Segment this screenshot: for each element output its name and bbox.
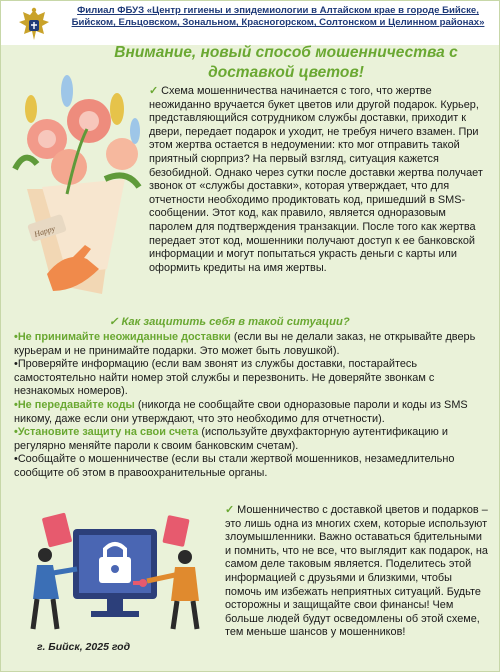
header: [1, 1, 499, 45]
conclusion-text: Мошенничество с доставкой цветов и подарков – это лишь одна из многих схем, которые используют злоумышленники. Важно оставаться бдительными и помнить, что не все, что выглядит как подарок, на самом деле таковым является. Поделитесь этой информацией с друзьями и близкими, чтобы помочь им избежать неприятных ситуаций. Будьте осторожны и защищайте свои финансы! Чем больше людей будут осведомлены об этой схеме, тем меньше шансов у мошенников!: [225, 504, 488, 639]
tip-text: •Сообщайте о мошенничестве (если вы стали жертвой мошенников, незамедлительно сообщите об этом в правоохранительные органы.: [14, 453, 455, 479]
bouquet-tag-label: Happy: [33, 223, 57, 239]
organization-name: [63, 5, 493, 30]
org-line-2: Бийском, Ельцовском, Зональном, Красногорском, Солтонском и Целинном районах»: [71, 17, 485, 29]
intro-text: Схема мошенничества начинается с того, что жертве неожиданно вручается букет цветов или другой подарок. Курьер, представляющийся сотрудником службы доставки, приходит к двери, передает подарок и уходит, не требуя ничего взамен. При этом жертва остается в недоумении: кто мог отправить такой приятный сюрприз? На первый взгляд, ситуация кажется безобидной. Однако через сутки после доставки жертва получает звонок от «службы доставки», которая утверждает, что для отчетности необходимо продиктовать код, пришедший в SMS-сообщении. Этот код, как правило, является одноразовым паролем для подтверждения транзакции. После того как жертва передает этот код, мошенники получают доступ к ее банковской информации и могут попытаться украсть деньги с карты или оформить кредиты на имя жертвы.: [149, 85, 483, 274]
tip-item: [14, 453, 492, 480]
tip-item: [14, 399, 492, 426]
check-mark-icon: ✓: [149, 85, 159, 97]
conclusion-paragraph: [225, 504, 491, 640]
page-title: [101, 43, 471, 83]
tip-item: [14, 358, 492, 399]
subtitle-text: Как защитить себя в такой ситуации?: [118, 316, 350, 328]
intro-paragraph: [149, 85, 489, 275]
section-subtitle: [109, 315, 379, 329]
tip-lead: •Установите защиту на свои счета: [14, 426, 199, 439]
tip-item: [14, 426, 492, 453]
tip-lead: •Не принимайте неожиданные доставки: [14, 331, 231, 343]
check-mark-icon: ✓: [109, 316, 119, 328]
eagle-emblem-icon: [17, 6, 51, 44]
title-line-1: Внимание, новый способ мошенничества с: [114, 44, 458, 61]
city-year-label: г. Бийск, 2025 год: [37, 641, 131, 653]
flower-bouquet-icon: [7, 69, 147, 299]
tip-text: (если вы не делали заказ, не открывайте дверь курьерам и не принимайте подарки. Это может быть ловушкой).: [14, 331, 476, 357]
title-line-2: доставкой цветов!: [208, 64, 364, 81]
security-lock-people-icon: [15, 511, 211, 635]
tip-item: [14, 331, 492, 358]
org-line-1: Филиал ФБУЗ «Центр гигиены и эпидемиологии в Алтайском крае в городе Бийске,: [77, 5, 479, 16]
check-mark-icon: ✓: [225, 504, 235, 516]
tip-text: •Проверяйте информацию (если вам звонят из службы доставки, постарайтесь самостоятельно найти номер этой службы и перезвонить. Не доверяйте звонкам с незнакомых номеров).: [14, 358, 435, 398]
tip-text: (используйте двухфакторную аутентификацию и регулярно меняйте пароли к своим банковским счетам).: [14, 426, 448, 452]
tip-lead: •Не передавайте коды: [14, 398, 135, 411]
tip-text: (никогда не сообщайте свои одноразовые пароли и коды из SMS никому, даже если они утверждают, что это необходимо для отчетности).: [14, 398, 468, 425]
tips-list: [14, 331, 492, 481]
